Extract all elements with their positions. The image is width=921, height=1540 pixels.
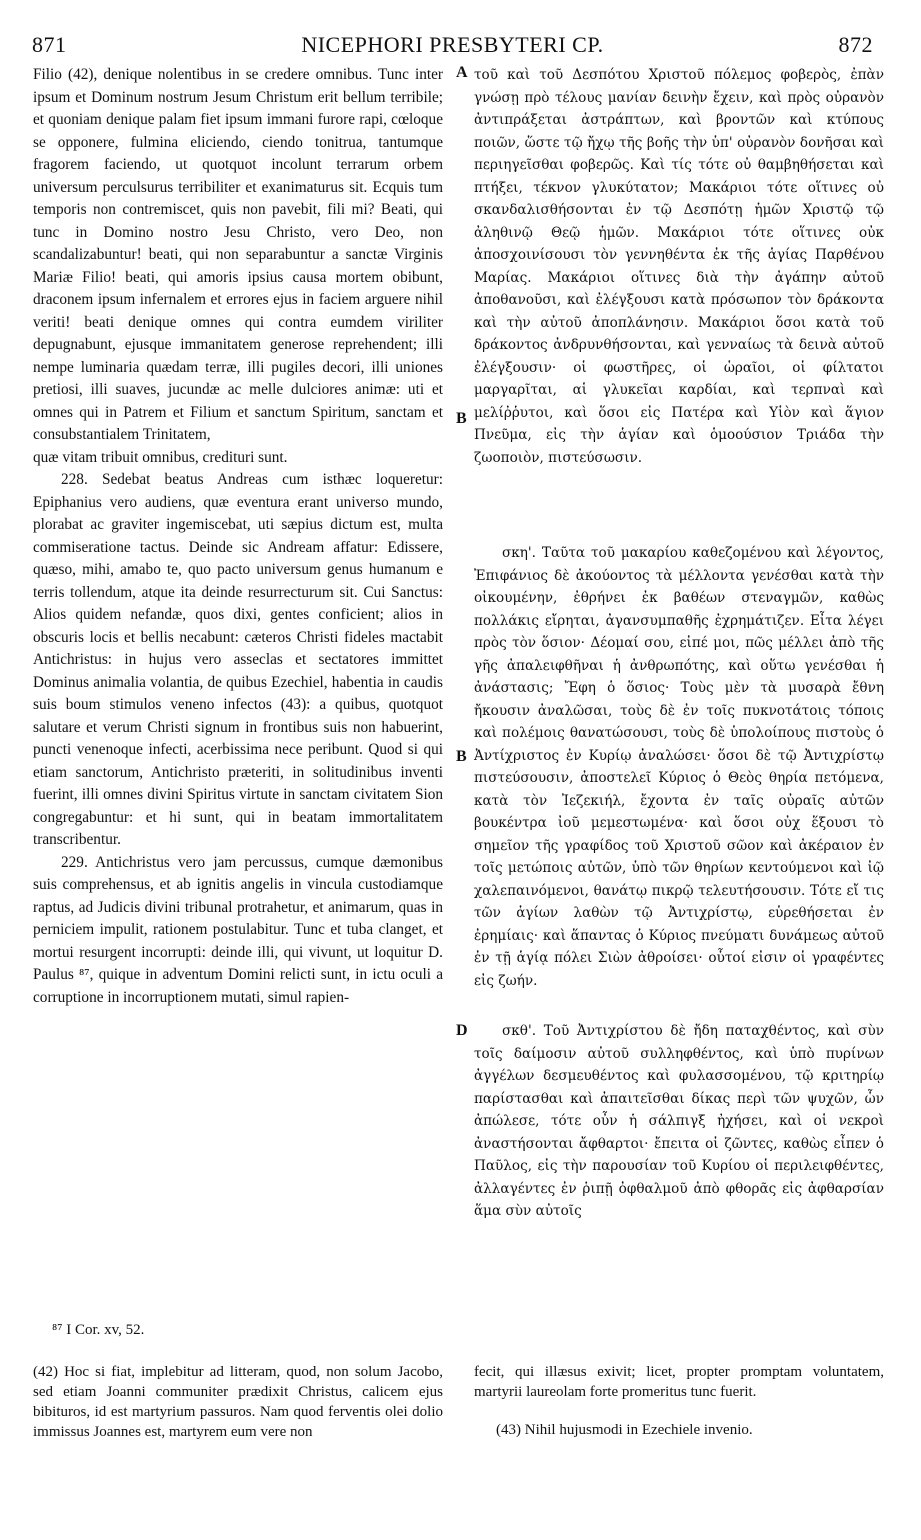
margin-mark-b: B: [456, 410, 467, 427]
latin-paragraph-229: 229. Antichristus vero jam percussus, cumque dæmonibus suis comprehensus, et ab ignitis angelis in vincula custodiamque raptus, ad Judicis divini tribunal protrahetur, et animarum, quas in perniciem impulit, rationem postulabitur. Tunc et tuba clanget, et mortui resurgent incorrupti: deinde illi, qui vivunt, ut loquitur D. Paulus ⁸⁷, quique in adventum Domini relicti sunt, in ictu oculi a corruptione in incorruptionem mutati, simul rapien-: [33, 853, 443, 1006]
margin-mark-d: D: [456, 1022, 468, 1039]
latin-paragraph-1-end: quæ vitam tribuit omnibus, crediturі sunt.: [33, 448, 288, 466]
greek-block-1: τοῦ καὶ τοῦ Δεσπότου Χριστοῦ πόλεμος φοβερὸς, ἐπὰν γνώσῃ πρὸ τέλους μανίαν δεινὴν ἔχειν, καὶ πρὸς οὐρανὸν ἀντιπράξεται ἀστράπτων, καὶ βροντῶν καὶ κτύπους ποιῶν, ὥστε τῷ ἤχῳ τῆς βοῆς τὴν ὑπ' οὐρανὸν δονῆσαι καὶ περιηγεῖσθαι φοβερῶς. Καὶ τίς τότε οὐ θαμβηθήσεται καὶ πτήξει, τέκνον γλυκύτατον; Μακάριοι τότε οἵτινες οὐ σκανδαλισθήσονται ἐν τῷ Δεσπότῃ ἡμῶν Χριστῷ τῷ ἀληθινῷ Θεῷ ἡμῶν. Μακάριοι τότε οἵτινες οὐκ ἀποσχοινίσουσι τὸν γεννηθέντα ἐκ τῆς ἁγίας Παρθένου Μαρίας. Μακάριοι οἵτινες διὰ τὴν ἀγάπην αὐτοῦ ἀποθανοῦσι, καὶ ἐλέγξουσι κατὰ πρόσωπον τὸν δράκοντα καὶ τὴν αὐτοῦ ἀποπλάνησιν. Μακάριοι ὅσοι κατὰ τοῦ δράκοντος ἀνδρυνθήσονται, καὶ γενναίως τὰ δεινὰ αὐτοῦ ἐλέγξουσιν· οἱ φωστῆρες, οἱ ὡραῖοι, οἱ φίλτατοι μαργαρῖται, αἱ γλυκεῖαι καρδίαι, καὶ τερπναὶ καὶ μελίῤῥυτοι, καὶ ὅσοι εἰς Πατέρα καὶ Υἱὸν καὶ ἅγιον Πνεῦμα, εἰς τὴν ἁγίαν καὶ ὁμοούσιον Τριάδα τὴν ζωοποιὸν, πιστεύσωσιν.: [474, 67, 884, 466]
margin-mark-a: A: [456, 64, 468, 81]
latin-column: [33, 64, 443, 1009]
footnote-43: (43) Nihil hujusmodi in Ezechiele invenio.: [496, 1422, 753, 1438]
right-page-number: 872: [838, 32, 873, 57]
greek-block-229: σκθ'. Τοῦ Ἀντιχρίστου δὲ ἤδη παταχθέντος, καὶ σὺν τοῖς δαίμοσιν αὐτοῦ συλληφθέντος, καὶ ὑπὸ πυρίνων ἀγγέλων δεσμευθέντος καὶ φυλασσομένου, τῷ κριτηρίῳ παρίστασθαι καὶ ἀπαιτεῖσθαι δίκας περὶ τῶν ψυχῶν, ὧν ἀπώλεσε, τότε οὖν ἡ σάλπιγξ ἠχήσει, καὶ οἱ νεκροὶ ἀναστήσονται ἄφθαρτοι· ἔπειτα οἱ ζῶντες, καθὼς εἶπεν ὁ Παῦλος, εἰς τὴν παρουσίαν τοῦ Κυρίου οἱ περιλειφθέντες, ἀλλαγέντες ἐν ῥιπῇ ὀφθαλμοῦ ἀπὸ φθορᾶς εἰς ἀφθαρσίαν ἅμα σὺν αὐτοῖς: [474, 1023, 884, 1219]
latin-paragraph-1: Filio (42), denique nolentibus in se credere omnibus. Tunc inter ipsum et Dominum nostrum Jesum Christum erit bellum terribile; et quoniam denique palam fiet ipsum immani furore rapi, cœloque se opponere, fulmina eliciendo, ciendo tonitrua, tantumque fragorem faciendo, ut quotquot incolunt terrarum orbem universum perculsurus terribiliter et exanimaturus sit. Ecquis tum temporis non contremiscet, quis non pavebit, fili mi? Beati, qui tunc in Domino nostro Jesu Christo, vero Deo, non scandalizabuntur! beati, qui non separabuntur a sanctæ Virginis Mariæ Filio! beati, qui amoris ipsius causa mortem obibunt, draconem ipsum infernalem et errores ejus in faciem arguere nihil veriti! beati denique omnes qui contra eumdem viriliter depugnabunt, ejusque immanitatem generose reprehendent; illi nempe luminaria quædam terræ, illi pugiles decori, illi uniones pretiosi, illi suaves, jucundæ ac melle dulciores animæ: uti et omnes qui in Patrem et Filium et sanctum Spiritum, sanctam et consubstantialem Trinitatem,: [33, 66, 443, 443]
running-title: NICEPHORI PRESBYTERI CP.: [301, 32, 604, 57]
greek-block-228: σκη'. Ταῦτα τοῦ μακαρίου καθεζομένου καὶ λέγοντος, Ἐπιφάνιος δὲ ἀκούοντος τὰ μέλλοντα γενέσθαι κατὰ τὴν οἰκουμένην, ἐθρήνει ἐκ βαθέων στεναγμῶν, καθὼς πολλάκις εἴρηται, ἀγανσυμπαθῆς ἐχρημάτιζεν. Εἶτα λέγει πρὸς τὸν ὅσιον· Δέομαί σου, εἰπέ μοι, πῶς μέλλει ἀπὸ τῆς γῆς ἀπαλειφθῆναι ἡ ἀνθρωπότης, καὶ οὕτω γενέσθαι ἡ ἀνάστασις; Ἔφη ὁ ὅσιος· Τοὺς μὲν τὰ μυσαρὰ ἔθνη ἤκουσιν ἀναλῶσαι, τοὺς δὲ ἐν τοῖς πυκνοτάτοις τόποις καὶ πολέμοις θανατώσουσι, τοὺς δὲ ὑπολοίπους πιστοὺς ὁ Ἀντίχριστος ἐν Κυρίῳ ἀναλώσει· ὅσοι δὲ τῷ Ἀντιχρίστῳ πιστεύσουσιν, ἀποστελεῖ Κύριος ὁ Θεὸς θηρία πετόμενα, κατὰ τὸν Ἰεζεκιήλ, ἔχοντα ἐν ταῖς οὐραῖς αὐτῶν βουκέντρα ἰοῦ μεμεστωμένα· καὶ ὅσοι οὐχ ἕξουσι τὸ σημεῖον τῆς γραφίδος τοῦ Χριστοῦ σῶον καὶ ἀκέραιον ἐν τοῖς μετώποις αὐτῶν, ὑπὸ τῶν θηρίων κεντούμενοι καὶ ἰῷ χαλεπαινόμενοι, θανάτῳ πικρῷ τελευτήσουσιν. Τότε εἴ τις τῶν ἁγίων λαθὼν τῷ Ἀντιχρίστῳ, εὑρεθήσεται ἐν ἐρημίαις· καὶ ἅπαντας ὁ Κύριος πνεύματι δυνάμεως αὐτοῦ ἐν τῇ ἁγίᾳ πόλει Σιὼν ἀθροίσει· οὗτοί εἰσιν οἱ γραφέντες εἰς ζωήν.: [474, 545, 884, 989]
left-page-number: 871: [32, 32, 67, 57]
scripture-footnote: ⁸⁷ I Cor. xv, 52.: [52, 1322, 145, 1338]
footnote-42-left: (42) Hoc si fiat, implebitur ad litteram, quod, non solum Jacobo, sed etiam Joanni communiter prædixit Christus, calicem ejus bibituros, id est martyrium passuros. Nam quod ferventis olei dolio immissus Joannes est, martyrem eum vere non: [33, 1364, 443, 1440]
margin-mark-b-2: B: [456, 748, 467, 765]
running-header: [32, 28, 873, 62]
latin-paragraph-228: 228. Sedebat beatus Andreas cum isthæc loqueretur: Epiphanius vero audiens, quæ eventura erant universo mundo, plorabat ac graviter ingemiscebat, uti sæpius dictum est, multa commiseratione tactus. Deinde sic Andream affatur: Edissere, quæso, mihi, amabo te, quo pacto universum genus humanum e terris tollendum, atque ita deinde resurrecturum sit. Cui Sanctus: Alios quidem nefandæ, quos dixi, gentes conficient; alios in obscuris locis et bellis necabunt: cæteros Christi fideles mactabit Antichristus: in hujus vero asseclas et sectatores immittet Dominus animalia volantia, de quibus Ezechiel, habentia in caudis suis boum stimulos veneno infectos (43): a quibus, quotquot salutare et verum Christi signum in frontibus suis non habuerint, puncti venenoque infecti, acerbissima nece peribunt. Quod si qui etiam sanctorum, Antichristo præteriti, in solitudinibus inventi fuerint, illi omnes divini Spiritus virtute in sanctam civitatem Sion congregabuntur: et hi sunt, qui in beatam immortalitatem transcribentur.: [33, 471, 443, 848]
footnote-42-right: fecit, qui illæsus exivit; licet, propter promptam voluntatem, martyrii laureolam forte promeritus tunc fuerit.: [474, 1364, 884, 1400]
